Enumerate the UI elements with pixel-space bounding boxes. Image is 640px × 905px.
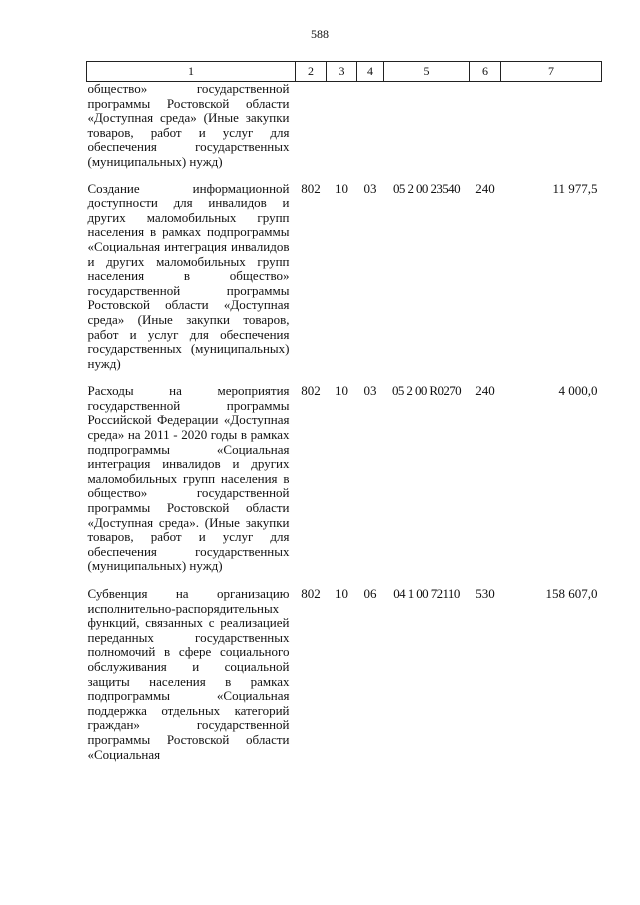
table-body [87,82,602,763]
table-header [87,62,602,82]
row-section-code: 10 [335,383,348,399]
row-section-code [327,82,357,182]
page-number: 588 [311,27,329,41]
row-expense-type-code [470,82,501,182]
column-header-subsection: 4 [357,62,384,82]
row-section-code: 10 [335,180,348,196]
header-row [87,62,602,82]
row-subsection-code: 03 [363,383,377,399]
row-description: Субвенция на организацию исполнительно-распорядительных функций, связанных с реализацией переданных государственных полномочий в сфере социального обслуживания и социальной защиты населения в рамках подпрограммы «Социальная поддержка отдельных категорий граждан» государственной программы Ростовской области «Социальная [87,586,290,762]
column-header-description: 1 [87,62,296,82]
column-header-expense-type: 6 [470,62,501,82]
row-target-code: 05 2 00 23540 [393,180,460,196]
column-header-target: 5 [384,62,470,82]
row-admin-code [296,82,327,182]
row-description: Создание информационной доступности для инвалидов и других маломобильных групп населения в рамках подпрограммы «Социальная интеграция инвалидов и других маломобильных групп населения в общество» государственной программы Ростовской области «Доступная среда» (Иные закупки товаров, работ и услуг для обеспечения государственных (муниципальных) нужд) [87,180,290,371]
row-description: Расходы на мероприятия государственной программы Российской Федерации «Доступная среда» на 2011 - 2020 годы в рамках подпрограммы «Социальная интеграция инвалидов и других маломобильных групп населения в общество» государственной программы Ростовской области «Доступная среда». (Иные закупки товаров, работ и услуг для обеспечения государственных (муниципальных) нужд) [87,383,290,574]
row-subsection-code: 03 [363,180,377,196]
row-target-code [384,82,470,182]
row-description: общество» государственной программы Ростовской области «Доступная среда» (Иные закупки товаров, работ и услуг для обеспечения государственных (муниципальных) нужд) [87,81,290,169]
row-amount: 4 000,0 [558,383,598,399]
row-admin-code: 802 [301,586,321,601]
row-expense-type-code: 240 [475,383,495,399]
row-amount [501,82,602,182]
row-subsection-code [357,82,384,182]
budget-table [86,61,602,762]
row-expense-type-code: 240 [475,180,495,196]
table-row [87,82,602,182]
table-row [87,384,602,587]
row-expense-type-code: 530 [475,586,495,601]
row-target-code: 05 2 00 R0270 [391,383,462,399]
table-row [87,182,602,385]
row-admin-code: 802 [301,383,321,399]
row-target-code: 04 1 00 72110 [393,586,460,601]
column-header-amount: 7 [501,62,602,82]
row-subsection-code: 06 [363,586,377,601]
column-header-admin: 2 [296,62,327,82]
table-row [87,587,602,762]
column-header-section: 3 [327,62,357,82]
row-amount: 158 607,0 [545,586,598,601]
row-amount: 11 977,5 [552,180,598,196]
row-section-code: 10 [335,586,348,601]
row-admin-code: 802 [301,180,321,196]
